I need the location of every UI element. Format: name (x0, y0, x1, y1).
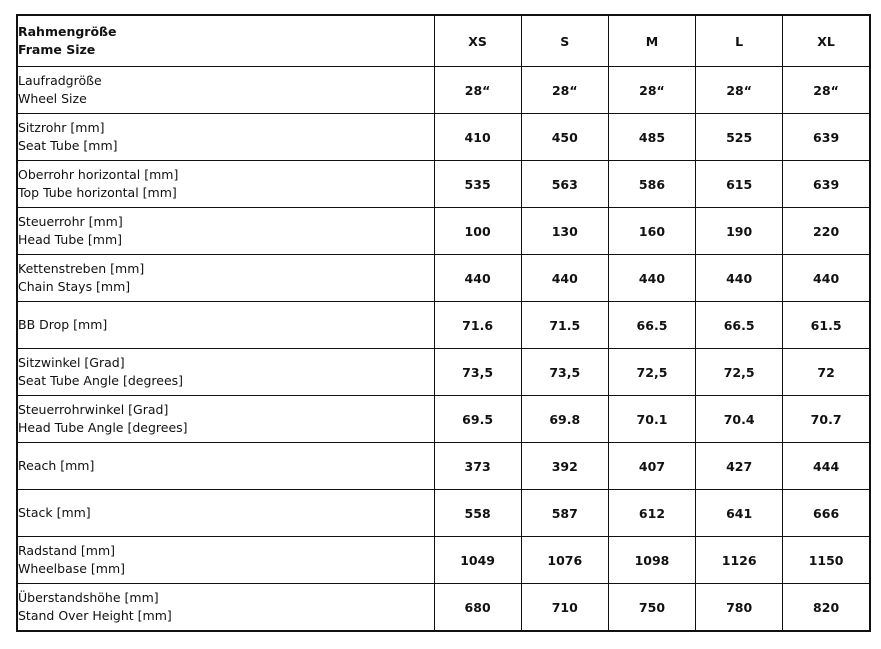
row-label-de: Steuerrohr [mm] (18, 214, 123, 230)
row-label-cell (17, 161, 434, 208)
row-value-cell: 485 (608, 114, 695, 161)
geometry-table-body (17, 15, 870, 631)
row-value-cell: 72,5 (608, 349, 695, 396)
row-label-de: BB Drop [mm] (18, 317, 108, 333)
row-value-cell: 780 (696, 584, 783, 632)
column-header-size: M (608, 15, 695, 67)
row-value-cell: 72 (783, 349, 870, 396)
row-value-cell: 440 (783, 255, 870, 302)
header-label-de: Rahmengröße (18, 24, 117, 40)
table-header-row (17, 15, 870, 67)
row-label-de: Steuerrohrwinkel [Grad] (18, 402, 169, 418)
row-label-en: Chain Stays [mm] (18, 279, 131, 294)
row-label-en: Seat Tube Angle [degrees] (18, 373, 184, 388)
row-value-cell: 100 (434, 208, 521, 255)
row-value-cell: 535 (434, 161, 521, 208)
row-label-de: Sitzrohr [mm] (18, 120, 105, 136)
row-label-de: Oberrohr horizontal [mm] (18, 167, 179, 183)
column-header-size: XL (783, 15, 870, 67)
row-value-cell: 450 (521, 114, 608, 161)
row-label-cell (17, 114, 434, 161)
row-label-cell (17, 396, 434, 443)
table-row (17, 255, 870, 302)
row-value-cell: 66.5 (696, 302, 783, 349)
row-value-cell: 70.7 (783, 396, 870, 443)
table-row (17, 490, 870, 537)
geometry-table (16, 14, 871, 632)
table-row (17, 396, 870, 443)
row-label-de: Laufradgröße (18, 73, 102, 89)
row-value-cell: 373 (434, 443, 521, 490)
row-value-cell: 69.5 (434, 396, 521, 443)
row-value-cell: 66.5 (608, 302, 695, 349)
row-label-de: Radstand [mm] (18, 543, 116, 559)
row-label-en: Head Tube [mm] (18, 232, 123, 247)
row-value-cell: 586 (608, 161, 695, 208)
table-row (17, 302, 870, 349)
row-value-cell: 28“ (521, 67, 608, 114)
row-value-cell: 1098 (608, 537, 695, 584)
row-value-cell: 28“ (783, 67, 870, 114)
row-value-cell: 1126 (696, 537, 783, 584)
table-row (17, 208, 870, 255)
row-value-cell: 73,5 (434, 349, 521, 396)
row-value-cell: 28“ (608, 67, 695, 114)
table-row (17, 114, 870, 161)
row-value-cell: 641 (696, 490, 783, 537)
row-value-cell: 410 (434, 114, 521, 161)
row-value-cell: 1150 (783, 537, 870, 584)
row-value-cell: 525 (696, 114, 783, 161)
row-value-cell: 440 (696, 255, 783, 302)
row-value-cell: 28“ (696, 67, 783, 114)
row-value-cell: 440 (521, 255, 608, 302)
row-value-cell: 680 (434, 584, 521, 632)
table-row (17, 67, 870, 114)
table-row (17, 443, 870, 490)
row-value-cell: 220 (783, 208, 870, 255)
row-label-en: Seat Tube [mm] (18, 138, 118, 153)
row-value-cell: 28“ (434, 67, 521, 114)
row-value-cell: 130 (521, 208, 608, 255)
row-label-de: Überstandshöhe [mm] (18, 590, 159, 606)
header-label-en: Frame Size (18, 42, 96, 57)
row-label-cell (17, 302, 434, 349)
row-value-cell: 563 (521, 161, 608, 208)
row-label-cell (17, 490, 434, 537)
table-row (17, 349, 870, 396)
row-value-cell: 427 (696, 443, 783, 490)
table-row (17, 161, 870, 208)
row-label-cell (17, 584, 434, 632)
row-value-cell: 558 (434, 490, 521, 537)
row-value-cell: 61.5 (783, 302, 870, 349)
row-label-de: Reach [mm] (18, 458, 95, 474)
table-row (17, 537, 870, 584)
row-label-cell (17, 537, 434, 584)
row-value-cell: 639 (783, 114, 870, 161)
row-value-cell: 190 (696, 208, 783, 255)
row-value-cell: 444 (783, 443, 870, 490)
row-value-cell: 392 (521, 443, 608, 490)
row-label-cell (17, 443, 434, 490)
row-value-cell: 72,5 (696, 349, 783, 396)
row-label-de: Stack [mm] (18, 505, 91, 521)
row-value-cell: 73,5 (521, 349, 608, 396)
row-label-en: Head Tube Angle [degrees] (18, 420, 188, 435)
row-label-cell (17, 208, 434, 255)
column-header-size: S (521, 15, 608, 67)
row-value-cell: 71.6 (434, 302, 521, 349)
row-label-cell (17, 67, 434, 114)
row-value-cell: 440 (434, 255, 521, 302)
row-label-en: Wheelbase [mm] (18, 561, 126, 576)
row-label-en: Wheel Size (18, 91, 87, 106)
row-value-cell: 70.4 (696, 396, 783, 443)
row-value-cell: 70.1 (608, 396, 695, 443)
row-value-cell: 750 (608, 584, 695, 632)
row-value-cell: 407 (608, 443, 695, 490)
row-label-de: Sitzwinkel [Grad] (18, 355, 125, 371)
column-header-size: XS (434, 15, 521, 67)
row-value-cell: 160 (608, 208, 695, 255)
row-label-cell (17, 349, 434, 396)
row-label-cell (17, 255, 434, 302)
row-value-cell: 639 (783, 161, 870, 208)
row-value-cell: 1076 (521, 537, 608, 584)
row-value-cell: 615 (696, 161, 783, 208)
row-value-cell: 820 (783, 584, 870, 632)
row-label-en: Top Tube horizontal [mm] (18, 185, 177, 200)
header-label-cell (17, 15, 434, 67)
row-value-cell: 612 (608, 490, 695, 537)
table-row (17, 584, 870, 632)
row-label-de: Kettenstreben [mm] (18, 261, 145, 277)
row-value-cell: 1049 (434, 537, 521, 584)
row-value-cell: 69.8 (521, 396, 608, 443)
row-value-cell: 587 (521, 490, 608, 537)
row-value-cell: 666 (783, 490, 870, 537)
row-value-cell: 71.5 (521, 302, 608, 349)
column-header-size: L (696, 15, 783, 67)
row-label-en: Stand Over Height [mm] (18, 608, 172, 623)
row-value-cell: 440 (608, 255, 695, 302)
row-value-cell: 710 (521, 584, 608, 632)
